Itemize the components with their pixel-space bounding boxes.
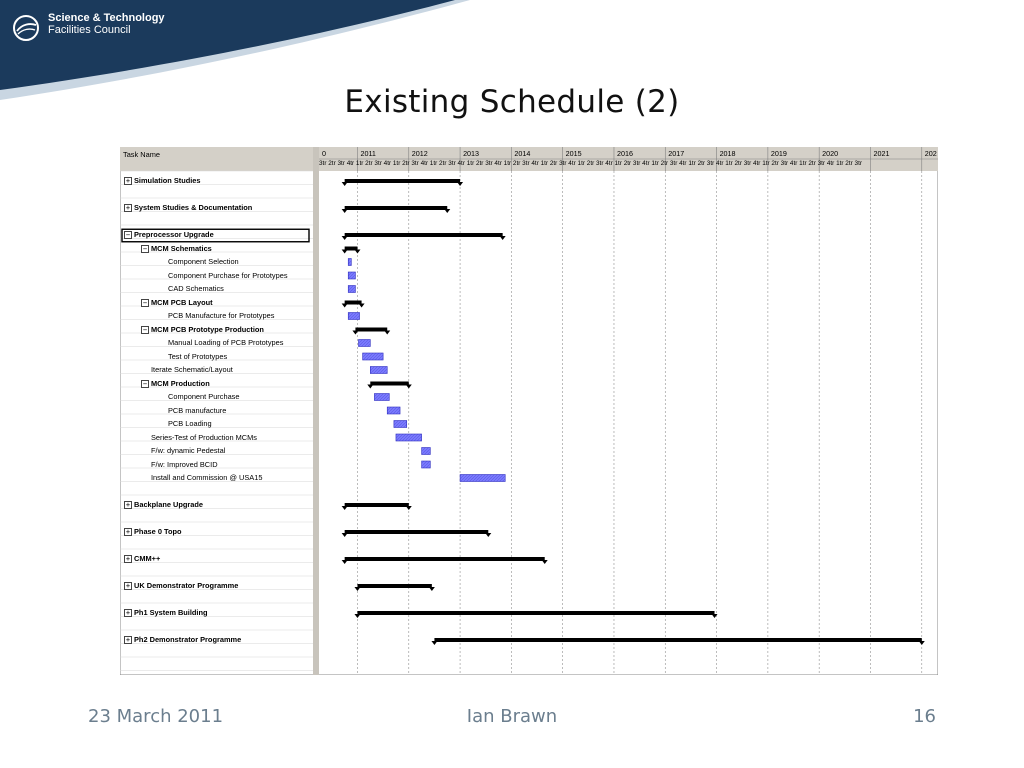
task-name[interactable]: Test of Prototypes [168,351,228,361]
task-bar [394,421,407,428]
task-name[interactable]: Ph2 Demonstrator Programme [134,635,242,644]
summary-bar [345,503,409,507]
year-label: 2020 [822,149,839,158]
year-label: 2013 [463,149,480,158]
task-bar [348,286,355,293]
collapse-icon[interactable]: − [142,325,148,334]
expand-icon[interactable]: + [125,582,131,590]
task-name[interactable]: Manual Loading of PCB Prototypes [168,338,284,347]
footer-page-number: 16 [913,706,936,727]
task-name[interactable]: F/w: Improved BCID [151,459,218,469]
task-name[interactable]: PCB manufacture [168,405,227,415]
task-bar [422,461,431,468]
expand-icon[interactable]: + [125,204,131,212]
summary-bar [355,328,387,332]
task-name[interactable]: MCM Schematics [151,243,212,253]
task-name-column-header: Task Name [123,150,160,159]
logo-line1: Science & Technology [48,12,165,24]
pane-splitter [313,147,319,675]
year-label: 2021 [873,149,890,158]
task-name[interactable]: Install and Commission @ USA15 [151,473,263,482]
task-name[interactable]: CAD Schematics [168,284,224,293]
task-bar [348,259,351,266]
stfc-logo [12,12,165,48]
logo-line2: Facilities Council [48,24,131,36]
summary-bar [345,233,503,237]
collapse-icon[interactable]: − [142,298,148,307]
task-bar [363,353,384,360]
year-label: 2017 [668,149,685,158]
task-name[interactable]: Preprocessor Upgrade [134,230,214,239]
task-bar [396,434,422,441]
task-name[interactable]: MCM Production [151,378,210,388]
summary-bar [357,611,714,615]
task-name[interactable]: Phase 0 Topo [134,527,182,536]
gantt-grid [120,147,938,675]
task-name[interactable]: Iterate Schematic/Layout [151,365,233,374]
timescale-start-label: 0 [322,149,326,158]
task-bar [359,340,371,347]
task-bar [387,407,400,414]
year-label: 2014 [514,149,531,158]
task-name[interactable]: PCB Manufacture for Prototypes [168,311,275,320]
collapse-icon[interactable]: − [125,231,131,239]
task-name[interactable]: MCM PCB Layout [151,297,213,307]
expand-icon[interactable]: + [125,177,131,185]
summary-bar [345,530,489,534]
task-name[interactable]: Backplane Upgrade [134,500,204,509]
task-bar [422,448,431,455]
task-name[interactable]: Ph1 System Building [134,608,208,617]
task-bar [460,475,505,482]
year-label: 2012 [411,149,428,158]
task-name[interactable]: Simulation Studies [134,176,201,185]
expand-icon[interactable]: + [125,528,131,536]
collapse-icon[interactable]: − [142,379,148,388]
footer-author: Ian Brawn [466,706,558,727]
expand-icon[interactable]: + [125,555,131,563]
task-bar [374,394,389,401]
slide-title: Existing Schedule (2) [344,84,680,120]
task-bar [348,313,359,320]
summary-bar [434,638,921,642]
task-name[interactable]: PCB Loading [168,419,212,428]
task-name[interactable]: Component Purchase [168,392,240,401]
year-label: 2016 [616,149,633,158]
task-name[interactable]: Component Selection [168,257,239,266]
summary-bar [357,584,431,588]
expand-icon[interactable]: + [125,501,131,509]
year-label: 2015 [565,149,582,158]
expand-icon[interactable]: + [125,636,131,644]
summary-bar [345,557,545,561]
collapse-icon[interactable]: − [142,244,148,253]
footer-date: 23 March 2011 [88,706,224,727]
year-label: 2018 [719,149,736,158]
summary-bar [370,382,408,386]
year-label: 202 [924,149,937,158]
year-label: 2011 [360,149,376,158]
task-name[interactable]: F/w: dynamic Pedestal [151,446,226,455]
task-name[interactable]: Series-Test of Production MCMs [151,432,257,442]
expand-icon[interactable]: + [125,609,131,617]
task-name[interactable]: UK Demonstrator Programme [134,581,239,590]
summary-bar [345,179,460,183]
gantt-chart [120,147,938,675]
stfc-logo-icon [12,14,40,42]
quarter-labels: 3tr 2tr 3tr 4tr 1tr 2tr 3tr 4tr 1tr 2tr 3tr 4tr 1tr 2tr 3tr 4tr 1tr 2tr 3tr 4tr 1tr 2tr 3tr 4tr 1tr 2tr 3tr 4tr 1tr 2tr 3tr 4tr 1tr 2tr 3tr 4tr 1tr 2tr 3tr 4tr 1tr 2tr 3tr 4tr 1tr 2tr 3tr 4tr 1tr 2tr 3tr 4tr 1tr 2tr 3tr 4tr 1tr 2tr 3tr [319,160,862,167]
task-bar [348,272,355,279]
task-name[interactable]: Component Purchase for Prototypes [168,270,288,280]
task-bar [370,367,387,374]
gantt-frame [120,147,938,675]
year-label: 2019 [770,149,787,158]
task-name[interactable]: System Studies & Documentation [134,203,253,212]
summary-bar [345,206,448,210]
task-name[interactable]: CMM++ [134,554,161,563]
task-name[interactable]: MCM PCB Prototype Production [151,324,264,334]
